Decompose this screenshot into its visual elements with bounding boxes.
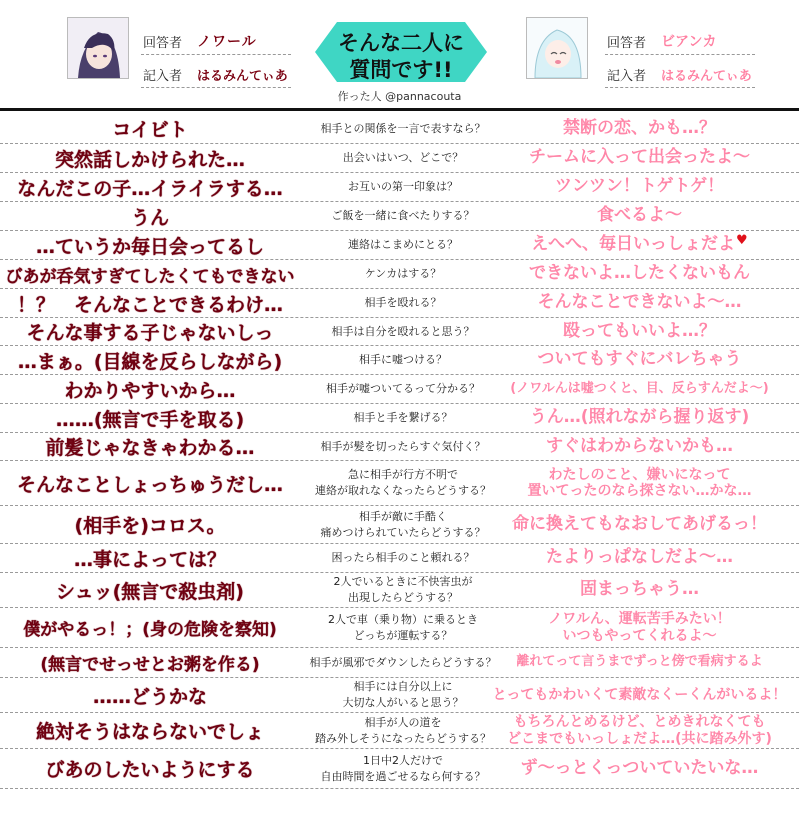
- question-label: 相手に嘘つける？: [359, 353, 447, 367]
- bianca-answer-text: すぐはわからないかも…: [546, 435, 733, 456]
- bianca-answer: [480, 433, 799, 460]
- noir-answer: 突然話しかけられた…: [54, 148, 245, 171]
- bianca-answer-text: わたしのこと、嫌いになって 置いてったのなら探さない…かな…: [527, 466, 752, 499]
- bianca-answer-text: 固まっちゃう…: [580, 579, 699, 600]
- qa-row: [0, 202, 799, 231]
- writer-name: はるみんてぃあ: [197, 69, 288, 84]
- bianca-answer-text: チームに入って出会ったよ〜: [529, 147, 750, 168]
- noir-avatar: [67, 17, 129, 79]
- bianca-answer: [480, 713, 799, 748]
- question-label: 相手と手を繋げる？: [353, 411, 453, 425]
- question-label: 出会いはいつ、どこで？: [342, 151, 464, 165]
- bianca-answer: [480, 289, 799, 317]
- noir-answer: ……どうかな: [92, 685, 207, 708]
- bianca-answer-text: もちろんとめるけど、とめきれなくても どこまでもいっしょだよ…(共に踏み外す): [507, 714, 772, 747]
- question-text: [300, 202, 506, 230]
- bianca-answer: [480, 318, 799, 345]
- qa-row: [0, 346, 799, 375]
- question-label: 相手には自分以上に 大切な人がいると思う？: [342, 680, 464, 709]
- noir-answer: なんだこの子…イライラする…: [17, 177, 283, 200]
- question-text: [300, 608, 506, 647]
- bianca-answer-text: たよりっぱなしだよ〜…: [546, 547, 733, 568]
- noir-answer: (無言でせっせとお粥を作る): [40, 655, 260, 675]
- bianca-answer-text: とってもかわいくて素敵なくーくんがいるよ！: [492, 686, 787, 703]
- bianca-answer-text: えへへ、毎日いっしょだよ: [531, 234, 735, 255]
- noir-answer: 僕がやるっ！；(身の危険を察知): [23, 620, 277, 640]
- question-text: [300, 544, 506, 572]
- bianca-answer: [480, 346, 799, 374]
- question-text: [300, 231, 506, 259]
- noir-answer: (相手を)コロス。: [74, 515, 226, 537]
- qa-row: [0, 144, 799, 173]
- question-text: [300, 289, 506, 317]
- question-label: 2人で車（乗り物）に乗るとき どっちが運転する？: [328, 612, 478, 642]
- bianca-answer: [480, 260, 799, 288]
- noir-answer: …事によっては？: [73, 548, 226, 571]
- question-label: 困ったら相手のこと頼れる？: [331, 551, 475, 565]
- question-label: ご飯を一緒に食べたりする？: [331, 209, 475, 223]
- respondent-row-right: [605, 26, 755, 55]
- noir-answer: びあが呑気すぎてしたくてもできない: [5, 266, 295, 287]
- bianca-info: [605, 26, 755, 88]
- noir-answer: ……(無言で手を取る): [55, 408, 245, 431]
- qa-row: [0, 713, 799, 749]
- question-text: [300, 260, 506, 288]
- qa-row: [0, 114, 799, 144]
- qa-row: [0, 289, 799, 318]
- question-label: 1日中2人だけで 自由時間を過ごせるなら何する？: [320, 753, 486, 783]
- question-label: 相手が人の道を 踏み外しそうになったらどうする？: [315, 715, 491, 745]
- qa-row: [0, 506, 799, 544]
- bianca-answer-text: (ノワルんは嘘つくと、目、反らすんだよ〜): [510, 380, 769, 396]
- question-label: お互いの第一印象は？: [348, 180, 458, 194]
- respondent-label: 回答者: [143, 36, 183, 51]
- qa-row: [0, 231, 799, 260]
- bianca-answer-text: ノワルん、運転苦手みたい！ いつもやってくれるよ〜: [548, 611, 731, 644]
- question-text: [300, 114, 506, 143]
- question-label: 相手を殴れる？: [364, 296, 442, 310]
- bianca-answer: [480, 114, 799, 143]
- noir-answer: わかりやすいから…: [64, 379, 236, 402]
- question-text: [300, 346, 506, 374]
- question-text: [300, 749, 506, 788]
- noir-answer: …ていうか毎日会ってるし: [35, 235, 264, 258]
- question-text: [300, 573, 506, 607]
- header: [0, 0, 799, 108]
- question-text: [300, 506, 506, 543]
- qa-row: [0, 749, 799, 789]
- bianca-avatar: [526, 17, 588, 79]
- qa-row: [0, 260, 799, 289]
- noir-answer: シュッ(無言で殺虫剤): [56, 580, 244, 603]
- respondent-label: 回答者: [607, 36, 647, 51]
- qa-row: [0, 173, 799, 202]
- noir-answer: そんな事する子じゃないしっ: [26, 322, 274, 344]
- bianca-answer-text: 離れてって言うまでずっと傍で看病するよ: [516, 654, 763, 670]
- title-line-1: そんな二人に: [338, 31, 464, 55]
- bianca-answer: [480, 544, 799, 572]
- question-label: 2人でいるときに不快害虫が 出現したらどうする？: [333, 575, 473, 604]
- noir-answer: びあのしたいようにする: [45, 759, 255, 781]
- title-banner: [315, 12, 487, 92]
- question-text: [300, 144, 506, 172]
- question-text: [300, 648, 506, 677]
- bianca-answer-text: ツンツン！トゲトゲ！: [554, 176, 725, 197]
- question-text: [300, 461, 506, 505]
- question-text: [300, 375, 506, 403]
- writer-label: 記入者: [143, 69, 183, 84]
- title-line-2: 質問です!!: [349, 58, 453, 82]
- bianca-answer: [480, 573, 799, 607]
- writer-label: 記入者: [607, 69, 647, 84]
- heart-icon: ♥: [736, 232, 748, 248]
- noir-answer: そんなことしょっちゅうだし…: [16, 473, 283, 496]
- question-label: 急に相手が行方不明で 連絡が取れなくなったらどうする？: [315, 468, 491, 497]
- question-label: 相手が風邪でダウンしたらどうする？: [309, 655, 497, 669]
- qa-row: [0, 404, 799, 433]
- bianca-answer: [480, 678, 799, 712]
- writer-name: はるみんてぃあ: [661, 69, 752, 84]
- bianca-answer-text: ず〜っとくっついていたいな…: [520, 757, 759, 778]
- question-label: 相手は自分を殴れると思う？: [331, 324, 475, 338]
- respondent-name: ビアンカ: [661, 34, 717, 50]
- respondent-row-left: [141, 26, 291, 55]
- writer-row-right: [605, 59, 755, 88]
- noir-answer: …まぁ。(目線を反らしながら): [17, 350, 283, 373]
- question-text: [300, 678, 506, 712]
- bianca-answer-text: 食べるよ〜: [597, 205, 682, 226]
- bianca-answer-text: 命に換えてもなおしてあげるっ！: [512, 513, 767, 534]
- question-label: 相手が嘘ついてるって分かる？: [326, 382, 480, 396]
- author-credit: 作った人 @pannacouta: [337, 90, 462, 103]
- qa-row: [0, 678, 799, 713]
- bianca-portrait-icon: [527, 18, 587, 78]
- bianca-answer: [480, 608, 799, 647]
- qa-row: [0, 608, 799, 648]
- bianca-answer-text: そんなことできないよ〜…: [537, 292, 742, 313]
- bianca-answer-text: 禁断の恋、かも…？: [563, 117, 716, 138]
- bianca-answer-text: うん…(照れながら握り返す): [529, 407, 750, 428]
- header-divider: [0, 108, 799, 111]
- question-text: [300, 433, 506, 460]
- bianca-answer: [480, 461, 799, 505]
- bianca-answer: [480, 144, 799, 172]
- bianca-answer: [480, 173, 799, 201]
- noir-portrait-icon: [68, 18, 128, 78]
- qa-row: [0, 461, 799, 506]
- qa-row: [0, 433, 799, 461]
- question-label: ケンカはする？: [364, 267, 442, 281]
- noir-answer: 前髪じゃなきゃわかる…: [45, 437, 255, 459]
- noir-answer: コイビト: [112, 119, 188, 141]
- respondent-name: ノワール: [197, 34, 257, 50]
- bianca-answer: [480, 749, 799, 788]
- bianca-answer: [480, 231, 799, 259]
- noir-answer: 絶対そうはならないでしょ: [35, 721, 264, 743]
- noir-answer: うん: [130, 206, 169, 229]
- qa-row: [0, 648, 799, 678]
- qa-row: [0, 544, 799, 573]
- question-label: 相手が髪を切ったらすぐ気付く？: [320, 439, 486, 453]
- bianca-answer: [480, 202, 799, 230]
- question-text: [300, 404, 506, 432]
- noir-info: [141, 26, 291, 88]
- noir-answer: ！？ そんなことできるわけ…: [16, 293, 283, 316]
- qa-row: [0, 573, 799, 608]
- bianca-answer-text: 殴ってもいいよ…？: [563, 320, 716, 341]
- bianca-answer: [480, 648, 799, 677]
- qa-row: [0, 318, 799, 346]
- question-text: [300, 173, 506, 201]
- question-label: 相手との関係を一言で表すなら？: [320, 121, 486, 135]
- qa-row: [0, 375, 799, 404]
- bianca-answer: [480, 375, 799, 403]
- bianca-answer: [480, 404, 799, 432]
- bianca-answer-text: ついてもすぐにバレちゃう: [537, 349, 742, 370]
- bianca-answer: [480, 506, 799, 543]
- bianca-answer-text: できないよ…したくないもん: [529, 263, 750, 284]
- writer-row-left: [141, 59, 291, 88]
- question-text: [300, 318, 506, 345]
- question-label: 連絡はこまめにとる？: [348, 238, 458, 252]
- question-text: [300, 713, 506, 748]
- question-label: 相手が敵に手酷く 痛めつけられていたらどうする？: [320, 509, 486, 539]
